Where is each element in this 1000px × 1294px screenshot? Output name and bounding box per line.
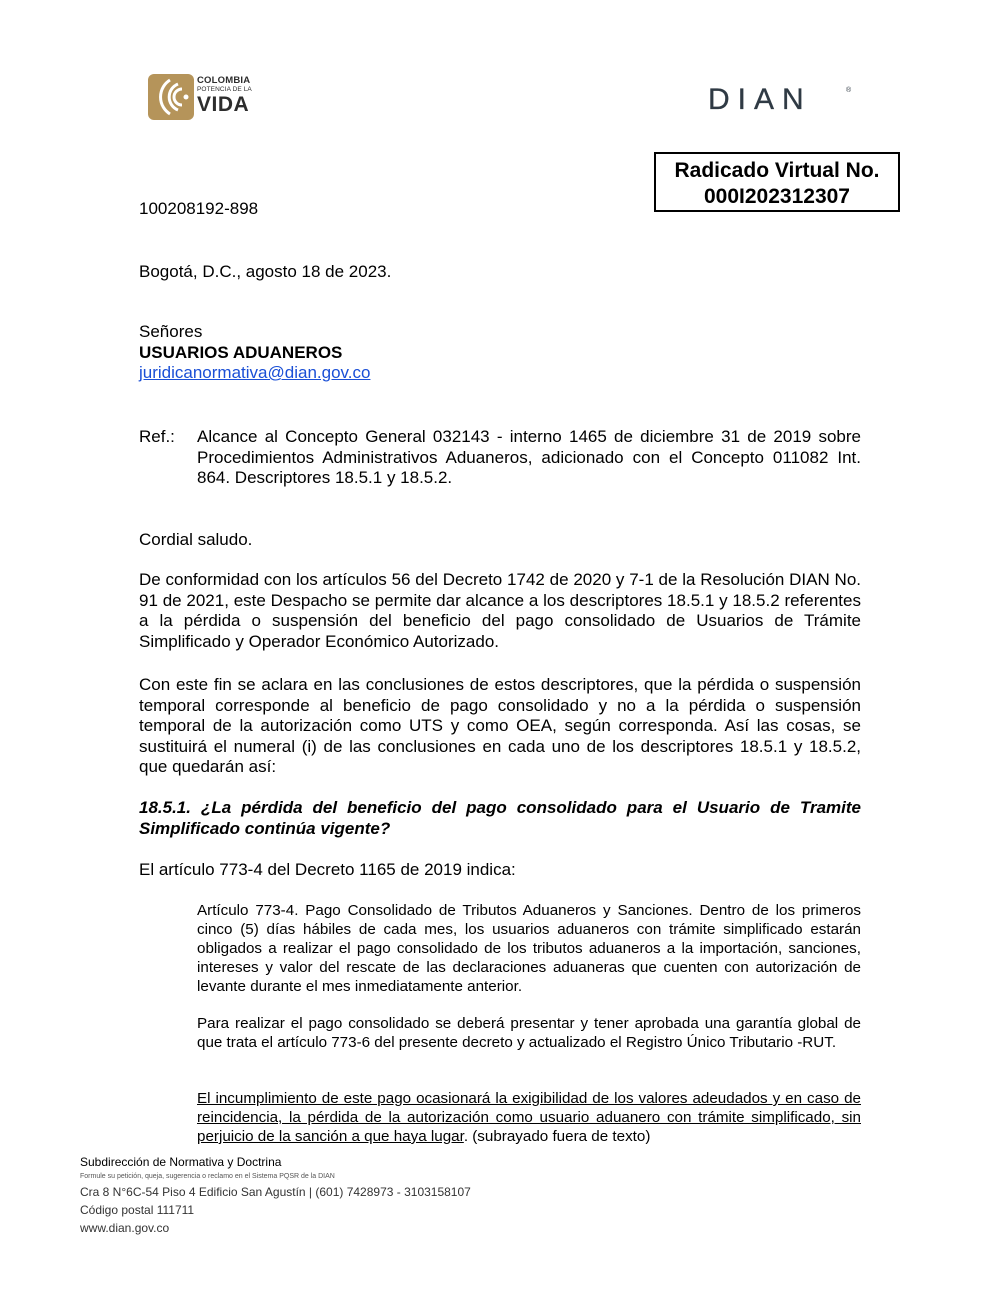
logo-line-2: POTENCIA DE LA <box>197 86 252 93</box>
letter-date: Bogotá, D.C., agosto 18 de 2023. <box>139 262 392 281</box>
section-heading-18-5-1: 18.5.1. ¿La pérdida del beneficio del pago consolidado para el Usuario de Tramite Simplificado continúa vigente? <box>139 798 861 838</box>
dian-logo <box>708 84 854 114</box>
footer-postal-code: Código postal 111711 <box>80 1203 195 1217</box>
addressee-block <box>139 322 370 384</box>
ref-text: Alcance al Concepto General 032143 - interno 1465 de diciembre 31 de 2019 sobre Procedimientos Administrativos Aduaneros, adicionado con el Concepto 011082 Int. 864. Descriptores 18.5.1 y 18.5.2. <box>197 427 861 487</box>
greeting: Cordial saludo. <box>139 530 253 549</box>
footer-address: Cra 8 N°6C-54 Piso 4 Edificio San Agustín | (601) 7428973 - 3103158107 <box>80 1185 471 1199</box>
registered-mark-icon: ® <box>846 87 852 94</box>
quote-underlined-text: El incumplimiento de este pago ocasionará la exigibilidad de los valores adeudados y en caso de reincidencia, la pérdida de la autorización como usuario aduanero con trámite simplificado, sin perjuicio de la sanción a que haya lugar <box>197 1090 861 1145</box>
quote-trailing-text: . (subrayado fuera de texto) <box>463 1128 651 1145</box>
paragraph-1: De conformidad con los artículos 56 del Decreto 1742 de 2020 y 7-1 de la Resolución DIAN No. 91 de 2021, este Despacho se permite dar alcance a los descriptores 18.5.1 y 18.5.2 referentes a la pérdida o suspensión del beneficio del pago consolidado de Usuarios de Trámite Simplificado y Operador Económico Autorizado. <box>139 570 861 651</box>
dian-logo-text: DIAN <box>708 84 812 114</box>
ref-label: Ref.: <box>139 427 175 446</box>
addressee-email-link[interactable]: juridicanormativa@dian.gov.co <box>139 363 371 382</box>
quote-paragraph-1: Artículo 773-4. Pago Consolidado de Tributos Aduaneros y Sanciones. Dentro de los primeros cinco (5) días hábiles de cada mes, los usuarios aduaneros con trámite simplificado estarán obligados a realizar el pago consolidado de los tributos aduaneros a la importación, sanciones, intereses y valor del rescate de las declaraciones aduaneras que cuenten con autorización de levante durante el mes inmediatamente anterior. <box>197 902 861 995</box>
footer-website-link[interactable]: www.dian.gov.co <box>80 1221 170 1235</box>
colombia-emblem-icon <box>148 74 194 120</box>
logo-line-3: VIDA <box>197 93 250 116</box>
paragraph-3: El artículo 773-4 del Decreto 1165 de 2019 indica: <box>139 860 516 879</box>
radicado-box <box>654 152 900 212</box>
quote-paragraph-2: Para realizar el pago consolidado se deberá presentar y tener aprobada una garantía global de que trata el artículo 773-6 del presente decreto y actualizado el Registro Único Tributario -RUT. <box>197 1015 861 1051</box>
logo-line-1: COLOMBIA <box>197 75 251 86</box>
paragraph-2: Con este fin se aclara en las conclusiones de estos descriptores, que la pérdida o suspensión temporal corresponde al beneficio de pago consolidado y no a la pérdida o suspensión temporal de la autorización como UTS y como OEA, según corresponda. Así las cosas, se sustituirá el numeral (i) de las conclusiones en cada uno de los descriptores 18.5.1 y 18.5.2, que quedarán así: <box>139 675 861 776</box>
colombia-potencia-vida-logo <box>148 74 268 120</box>
radicado-label: Radicado Virtual No. <box>674 159 880 182</box>
reference-code: 100208192-898 <box>139 199 259 218</box>
footer-pqsr-note: Formule su petición, queja, sugerencia o reclamo en el Sistema PQSR de la DIAN <box>80 1173 335 1180</box>
addressee-name: USUARIOS ADUANEROS <box>139 342 343 362</box>
quote-paragraph-3 <box>197 1089 861 1146</box>
salutation-line: Señores <box>139 322 203 341</box>
footer-office: Subdirección de Normativa y Doctrina <box>80 1155 282 1169</box>
radicado-number: 000I202312307 <box>704 185 850 208</box>
